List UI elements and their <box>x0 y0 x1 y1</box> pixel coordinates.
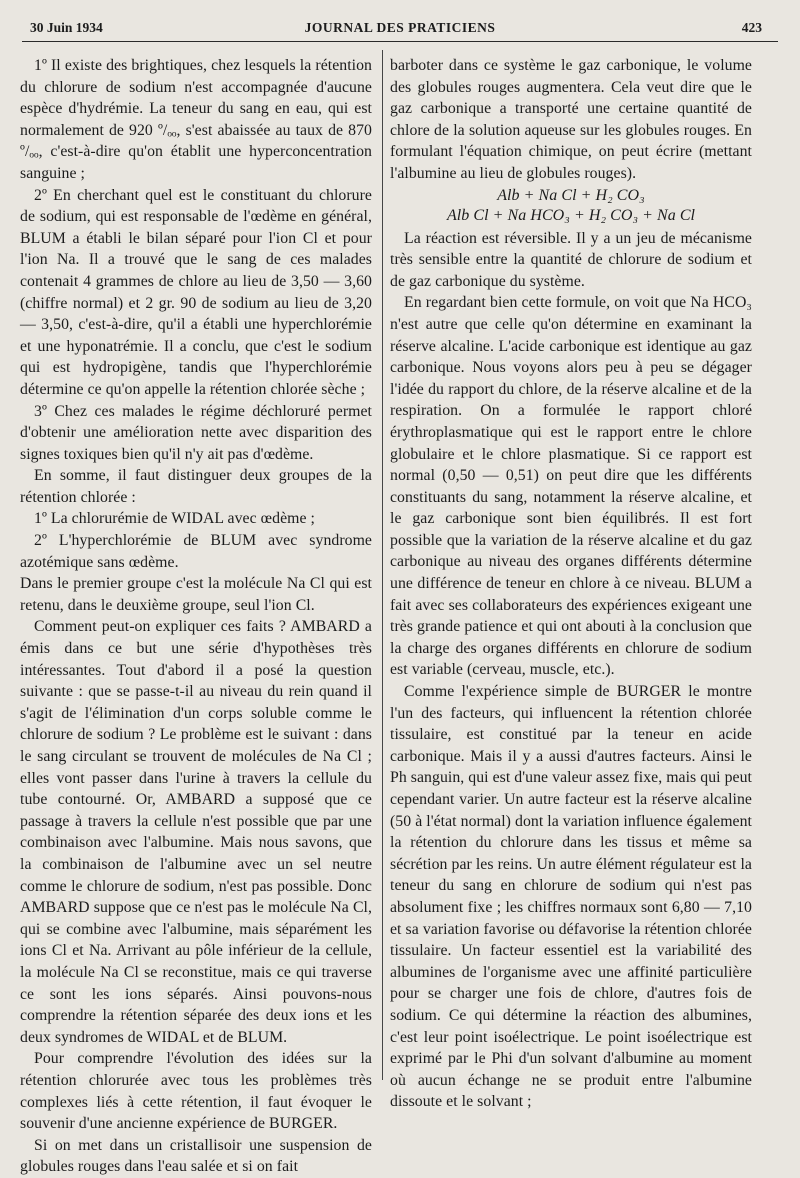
paragraph: 1º La chlorurémie de WIDAL avec œdème ; <box>34 510 315 528</box>
running-header <box>0 14 800 38</box>
paragraph: Comment peut-on expliquer ces faits ? AMBARD a émis dans ce but une série d'hypothèses très intéressantes. Tout d'abord il a posé la question suivante : que se passe-t-il au niveau du rein quand il s'agit de l'élimination d'un corps soluble comme le chlorure de sodium ? Le problème est le suivant : dans le sang circulant se trouvent de molécules de Na Cl ; elles vont passer dans l'urine à travers la cellule du tube contourné. Or, AMBARD a supposé que ce passage à travers la cellule n'est possible que par une combinaison avec l'albumine. Mais nous savons, que la combinaison de l'albumine avec un sel neutre comme le chlorure de sodium, n'est pas possible. Donc AMBARD suppose que ce n'est pas le molécule Na Cl, qui se combine avec l'albumine, mais séparément les ions Cl et Na. Arrivant au pôle inférieur de la cellule, la molécule Na Cl se reconstitue, mais ce qui traverse ce sont les ions séparés. Ainsi pouvons-nous comprendre la rétention séparée des deux ions et les deux syndromes de WIDAL et de BLUM. <box>20 618 372 1046</box>
paragraph: En somme, il faut distinguer deux groupes de la rétention chlorée : <box>20 467 372 506</box>
page-number: 423 <box>741 20 762 35</box>
paragraph: 3º Chez ces malades le régime déchloruré permet d'obtenir une amélioration nette avec disparition des signes toxiques bien qu'il n'y ait pas d'œdème. <box>20 402 372 463</box>
paragraph: barboter dans ce système le gaz carbonique, le volume des globules rouges augmentera. Cela veut dire que le gaz carbonique a transporté une certaine quantité de chlore de la solution aqueuse sur les globules rouges. En formulant l'équation chimique, on peut écrire (mettant l'albumine au lieu de globules rouges). <box>390 57 752 182</box>
paragraph: 2º En cherchant quel est le constituant du chlorure de sodium, qui est responsable de l'œdème en général, BLUM a établi le bilan séparé pour l'ion Cl et pour l'ion Na. Il a trouvé que le sang de ces malades contenait 4 grammes de chlore au lieu de 3,50 — 3,60 (chiffre normal) et 2 gr. 90 de sodium au lieu de 3,20 — 3,50, c'est-à-dire, qu'il a établi une hyperchlorémie et une hyponatrémie. Il a conclu, que c'est le sodium qui est hydropigène, tandis que l'hyperchlorémie détermine ce qu'on appelle la rétention chlorée sèche ; <box>20 186 372 398</box>
header-rule <box>22 41 778 42</box>
paragraph: Comme l'expérience simple de BURGER le montre l'un des facteurs, qui influencent la rétention chlorée tissulaire, est constitué par la teneur en acide carbonique. Mais il y a aussi d'autres facteurs. Ainsi le Ph sanguin, qui est d'une valeur assez fixe, mais qui peut cependant varier. Un autre facteur est la réserve alcaline (50 à l'état normal) dont la variation influence également la rétention du chlorure dans les tissus et même sa sécrétion par les reins. Un autre élément régulateur est la teneur du sang en chlorure de sodium qui n'est pas absolument fixe ; les chiffres normaux sont 6,80 — 7,10 et sa variation favorise ou défavorise la rétention chlorée tissulaire. Un facteur essentiel est la variabilité des albumines de l'organisme avec une affinité particulière pour se charger une fois de chlore, d'autres fois de sodium. Ce qui détermine la réaction des albumines, c'est leur point isoélectrique. Le point isoélectrique est exprimé par le Phi d'un solvant d'albumine au moment où aucun échange ne se produit entre l'albumine dissoute et le solvant ; <box>390 683 752 1111</box>
chemical-equation <box>390 186 752 226</box>
left-column <box>20 55 372 1178</box>
paragraph: Si on met dans un cristallisoir une suspension de globules rouges dans l'eau salée et si on fait <box>20 1136 372 1176</box>
right-column <box>390 55 752 1113</box>
issue-date: 30 Juin 1934 <box>30 20 103 35</box>
paragraph: 2º L'hyperchlorémie de BLUM avec syndrome azotémique sans œdème. <box>20 532 372 571</box>
paragraph: La réaction est réversible. Il y a un jeu de mécanisme très sensible entre la quantité de chlorure de sodium et de gaz carbonique du système. <box>390 229 752 290</box>
journal-title: JOURNAL DES PRATICIENS <box>304 20 496 35</box>
equation-line: Alb Cl + Na HCO₃ + H₂ CO₃ + Na Cl <box>446 206 696 224</box>
paragraph: 1º Il existe des brightiques, chez lesquels la rétention du chlorure de sodium n'est accompagnée d'aucune espèce d'hydrémie. La teneur du sang en eau, qui est normalement de 920 º/ₒₒ, s'est abaissée au taux de 870 º/ₒₒ, c'est-à-dire qu'on établit une hyperconcentration sanguine ; <box>20 57 372 182</box>
paragraph: En regardant bien cette formule, on voit que Na HCO₃ n'est autre que celle qu'on détermine en examinant la réserve alcaline. L'acide carbonique est identique au gaz carbonique. Nous voyons alors peu à peu se dégager l'idée du rapport du chlore, de la réserve alcaline et de la respiration. On a formulée le rapport chloré érythroplasmatique qui est le rapport entre le chlore globulaire et le chlore plasmatique. Si ce rapport est normal (0,50 — 0,51) on peut dire que les différents constituants du sang, notamment la réserve alcaline, et le gaz carbonique sont bien équilibrés. Il est fort possible que la variation de la réserve alcaline et du gaz carbonique au niveau des organes différents détermine une différence de teneur en chlore à ce niveau. BLUM a fait avec ses collaborateurs des expériences exigeant une très grande patience et qui ont abouti à la conclusion que la charge des organes différents en chlorure de sodium est variable (cerveau, muscle, etc.). <box>390 294 752 679</box>
equation-line: Alb + Na Cl + H₂ CO₃ <box>497 186 645 204</box>
column-divider <box>382 50 383 1080</box>
paragraph: Dans le premier groupe c'est la molécule Na Cl qui est retenu, dans le deuxième groupe, seul l'ion Cl. <box>20 575 372 614</box>
paragraph: Pour comprendre l'évolution des idées sur la rétention chlorurée avec tous les problèmes très complexes liés à cette rétention, il faut évoquer le souvenir d'une ancienne expérience de BURGER. <box>20 1050 372 1133</box>
